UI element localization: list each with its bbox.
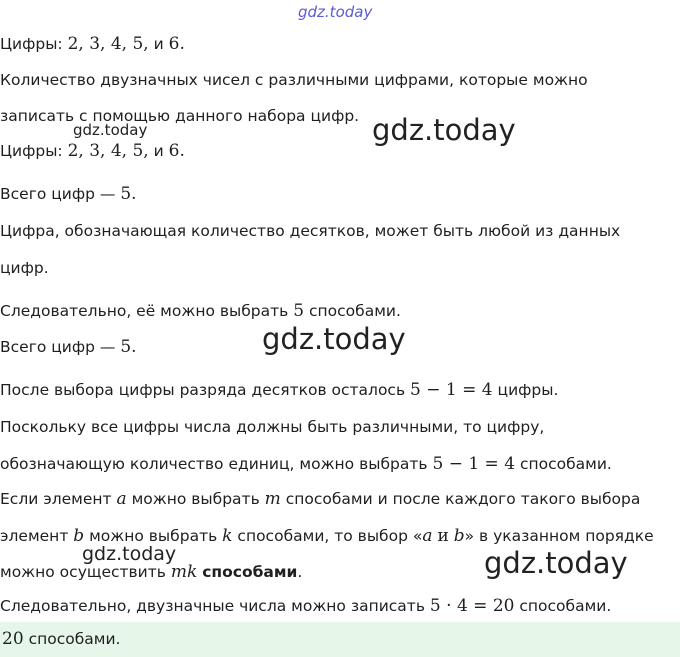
- task-line-1: Количество двузначных чисел с различными цифрами, которые можно: [0, 71, 588, 89]
- conclusion-math: 5 · 4 = 20: [429, 596, 515, 616]
- answer-unit: способами.: [28, 630, 121, 648]
- conjunction: и: [437, 526, 449, 546]
- remaining-text: После выбора цифры разряда десятков осталось: [0, 381, 406, 399]
- rule-text: можно осуществить: [0, 563, 166, 581]
- answer-box: [0, 622, 680, 657]
- total-digits-text: Всего цифр —: [0, 338, 116, 356]
- answer-text: [2, 629, 120, 649]
- conclusion-text: Следовательно, двузначные числа можно записать: [0, 597, 425, 615]
- rule-dot: .: [297, 563, 303, 581]
- var-b: b: [453, 526, 465, 546]
- units-line-1: Поскольку все цифры числа должны быть различными, то цифру,: [0, 418, 545, 436]
- digits-label: Цифры:: [0, 35, 63, 53]
- conjunction: и: [153, 142, 164, 160]
- answer-value: 20: [2, 629, 24, 649]
- watermark: gdz.today: [262, 322, 406, 356]
- watermark: gdz.today: [372, 113, 516, 147]
- rule-line-3: [0, 562, 302, 582]
- watermark: gdz.today: [484, 546, 628, 580]
- conclusion-line: [0, 596, 611, 616]
- tens-ways-line: [0, 301, 401, 321]
- tens-line-1: Цифра, обозначающая количество десятков, может быть любой из данных: [0, 222, 621, 240]
- var-k: k: [222, 526, 233, 546]
- units-text: обозначающую количество единиц, можно выбрать: [0, 455, 428, 473]
- rule-text: » в указанном порядке: [464, 527, 654, 545]
- remaining-math: 5 − 1 = 4: [410, 380, 493, 400]
- units-tail: способами.: [519, 455, 612, 473]
- rule-text: способами и после каждого такого выбора: [285, 490, 641, 508]
- total-digits-text: Всего цифр —: [0, 185, 116, 203]
- digits-math-last: 6.: [168, 34, 185, 54]
- digits-line: [0, 141, 185, 161]
- digits-math: 2, 3, 4, 5,: [67, 34, 149, 54]
- digits-math-last: 6.: [168, 141, 185, 161]
- rule-text: элемент: [0, 527, 69, 545]
- digits-line: [0, 34, 185, 54]
- total-digits-value: 5.: [120, 337, 137, 357]
- units-math: 5 − 1 = 4: [432, 454, 516, 474]
- var-b: b: [73, 526, 85, 546]
- rule-line-2: [0, 526, 654, 546]
- rule-line-1: [0, 489, 640, 509]
- watermark-top: gdz.today: [298, 3, 373, 21]
- var-m: m: [264, 489, 281, 509]
- tens-ways-text: Следовательно, её можно выбрать: [0, 302, 289, 320]
- rule-text: способами, то выбор «: [237, 527, 423, 545]
- rule-text: можно выбрать: [131, 490, 260, 508]
- remaining-tail: цифры.: [497, 381, 559, 399]
- rule-text: Если элемент: [0, 490, 112, 508]
- remaining-line: [0, 380, 558, 400]
- watermark: gdz.today: [73, 121, 148, 139]
- units-line-2: [0, 454, 612, 474]
- conjunction: и: [153, 35, 164, 53]
- var-mk: mk: [170, 562, 198, 582]
- tens-ways-tail: способами.: [309, 302, 401, 320]
- total-digits-line: [0, 337, 137, 357]
- watermark: gdz.today: [82, 543, 177, 565]
- total-digits-line: [0, 184, 137, 204]
- tens-line-2: цифр.: [0, 259, 49, 277]
- digits-math: 2, 3, 4, 5,: [67, 141, 149, 161]
- var-a: a: [422, 526, 433, 546]
- var-a: a: [116, 489, 127, 509]
- rule-bold-text: способами: [202, 563, 298, 581]
- digits-label: Цифры:: [0, 142, 63, 160]
- conclusion-tail: способами.: [519, 597, 612, 615]
- total-digits-value: 5.: [120, 184, 137, 204]
- task-line-2: записать с помощью данного набора цифр.: [0, 107, 360, 125]
- rule-text: можно выбрать: [89, 527, 218, 545]
- tens-ways-value: 5: [293, 301, 305, 321]
